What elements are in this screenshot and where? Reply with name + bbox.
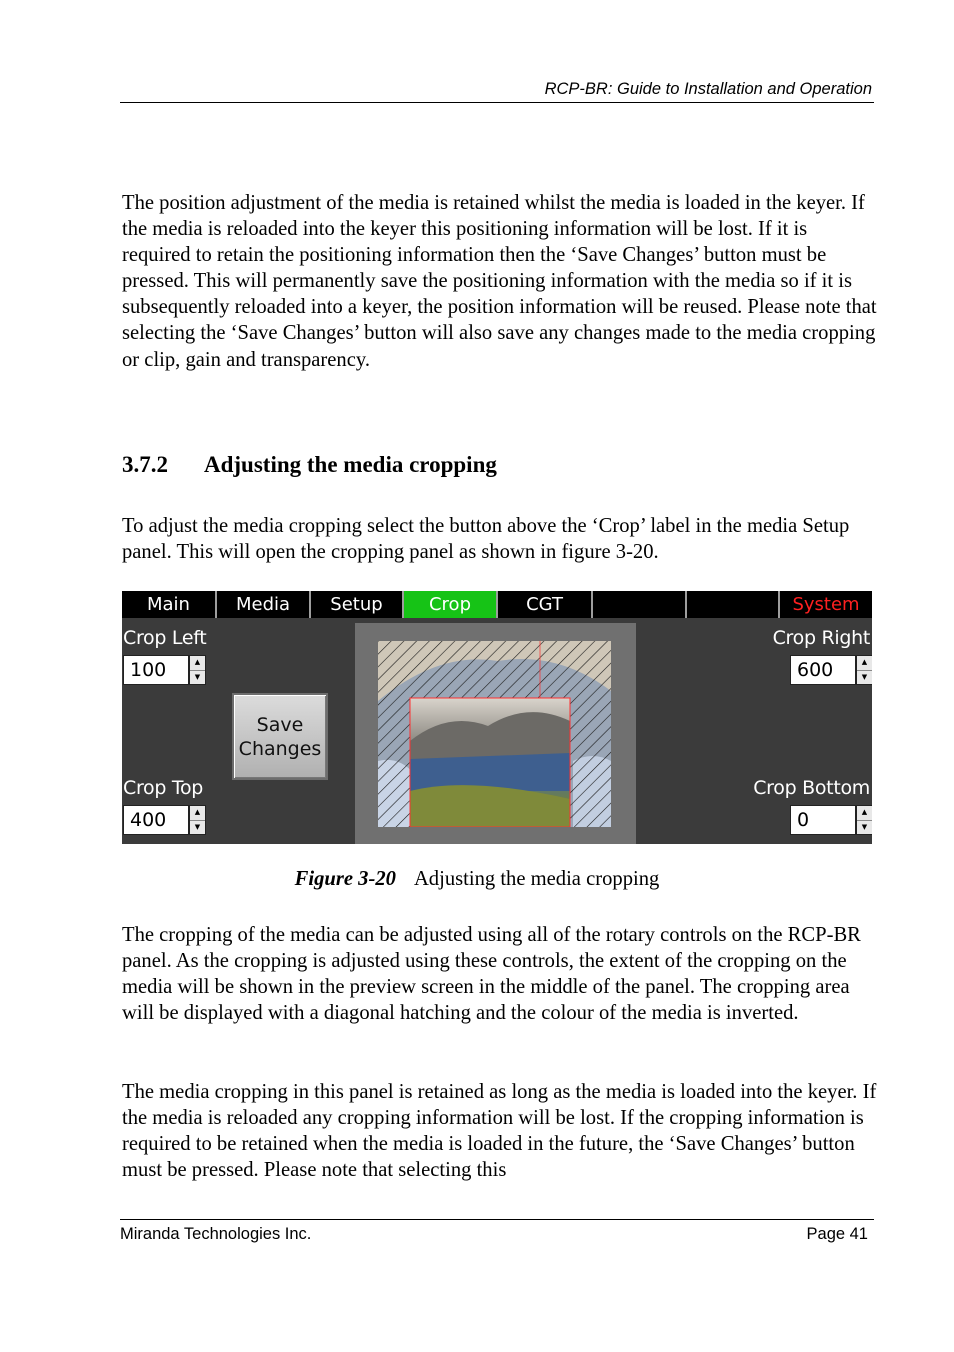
paragraph-cropping-retention: The media cropping in this panel is retained as long as the media is loaded into the keyer. If the media is reloaded any cropping information will be lost. If the cropping information is required to be retained when the media is loaded in the future, the ‘Save Changes’ button must be pressed. Please note that selecting this [122, 1081, 877, 1182]
crop-left-spinner [123, 655, 206, 685]
tab-setup[interactable]: Setup [311, 591, 402, 618]
crop-top-arrows [189, 805, 206, 835]
crop-top-spinner [123, 805, 206, 835]
footer-company: Miranda Technologies Inc. [120, 1225, 312, 1243]
section-title: Adjusting the media cropping [204, 452, 497, 477]
crop-panel-figure [122, 591, 872, 844]
paragraph-position-retention: The position adjustment of the media is retained whilst the media is loaded in the keyer. If the media is reloaded into the keyer this positioning information will be lost. If it is required to retain the positioning information then the ‘Save Changes’ button must be pressed. This will permanently save the positioning information with the media so if it is subsequently reloaded into a keyer, the position information will be reused. Please note that selecting the ‘Save Changes’ button will also save any changes made to the media cropping or clip, gain and transparency. [122, 192, 877, 371]
crop-preview-image [378, 641, 611, 827]
tab-blank-2[interactable] [687, 591, 778, 618]
crop-bottom-spinner [790, 805, 872, 835]
tab-blank-1[interactable] [593, 591, 685, 618]
save-button-line1: Save [256, 713, 304, 736]
crop-bottom-field[interactable]: 0 [790, 805, 856, 835]
crop-preview-screen [378, 641, 611, 827]
panel-tab-bar [122, 591, 872, 618]
crop-right-field[interactable]: 600 [790, 655, 856, 685]
section-number: 3.7.2 [122, 452, 168, 477]
figure-caption [0, 868, 954, 891]
tab-media[interactable]: Media [217, 591, 309, 618]
section-heading [122, 452, 497, 478]
crop-left-label: Crop Left [123, 627, 207, 649]
tab-cgt[interactable]: CGT [498, 591, 591, 618]
crop-bottom-arrows [856, 805, 872, 835]
crop-right-arrows [856, 655, 872, 685]
tab-main[interactable]: Main [122, 591, 215, 618]
crop-left-field[interactable]: 100 [123, 655, 189, 685]
spin-down-icon[interactable]: ▼ [194, 822, 201, 831]
tab-crop[interactable]: Crop [404, 591, 496, 618]
spin-up-icon[interactable]: ▲ [857, 806, 872, 821]
paragraph-crop-intro: To adjust the media cropping select the button above the ‘Crop’ label in the media Setup panel. This will open the cropping panel as shown in figure 3-20. [122, 515, 850, 564]
spin-down-icon[interactable]: ▼ [194, 672, 201, 681]
footer-page-number: Page 41 [806, 1225, 868, 1243]
running-header [120, 80, 874, 103]
crop-bottom-label: Crop Bottom [753, 777, 870, 799]
spin-up-icon[interactable]: ▲ [857, 656, 872, 671]
spin-up-icon[interactable]: ▲ [190, 806, 205, 821]
header-title: RCP-BR: Guide to Installation and Operation [544, 80, 872, 98]
page-footer [120, 1219, 874, 1244]
crop-left-arrows [189, 655, 206, 685]
spin-down-icon[interactable]: ▼ [861, 822, 868, 831]
crop-top-field[interactable]: 400 [123, 805, 189, 835]
paragraph-cropping-controls: The cropping of the media can be adjusted using all of the rotary controls on the RCP-BR panel. As the cropping is adjusted using these controls, the extent of the cropping on the media will be shown in the preview screen in the middle of the panel. The cropping area will be displayed with a diagonal hatching and the colour of the media is inverted. [122, 924, 861, 1025]
spin-down-icon[interactable]: ▼ [861, 672, 868, 681]
crop-right-spinner [790, 655, 872, 685]
crop-right-label: Crop Right [772, 627, 870, 649]
figure-number: Figure 3-20 [294, 868, 396, 890]
figure-caption-text: Adjusting the media cropping [413, 868, 660, 890]
spin-up-icon[interactable]: ▲ [190, 656, 205, 671]
crop-top-label: Crop Top [123, 777, 204, 799]
tab-system[interactable]: System [780, 591, 872, 618]
save-changes-button[interactable] [232, 693, 328, 780]
save-button-line2: Changes [238, 737, 322, 760]
